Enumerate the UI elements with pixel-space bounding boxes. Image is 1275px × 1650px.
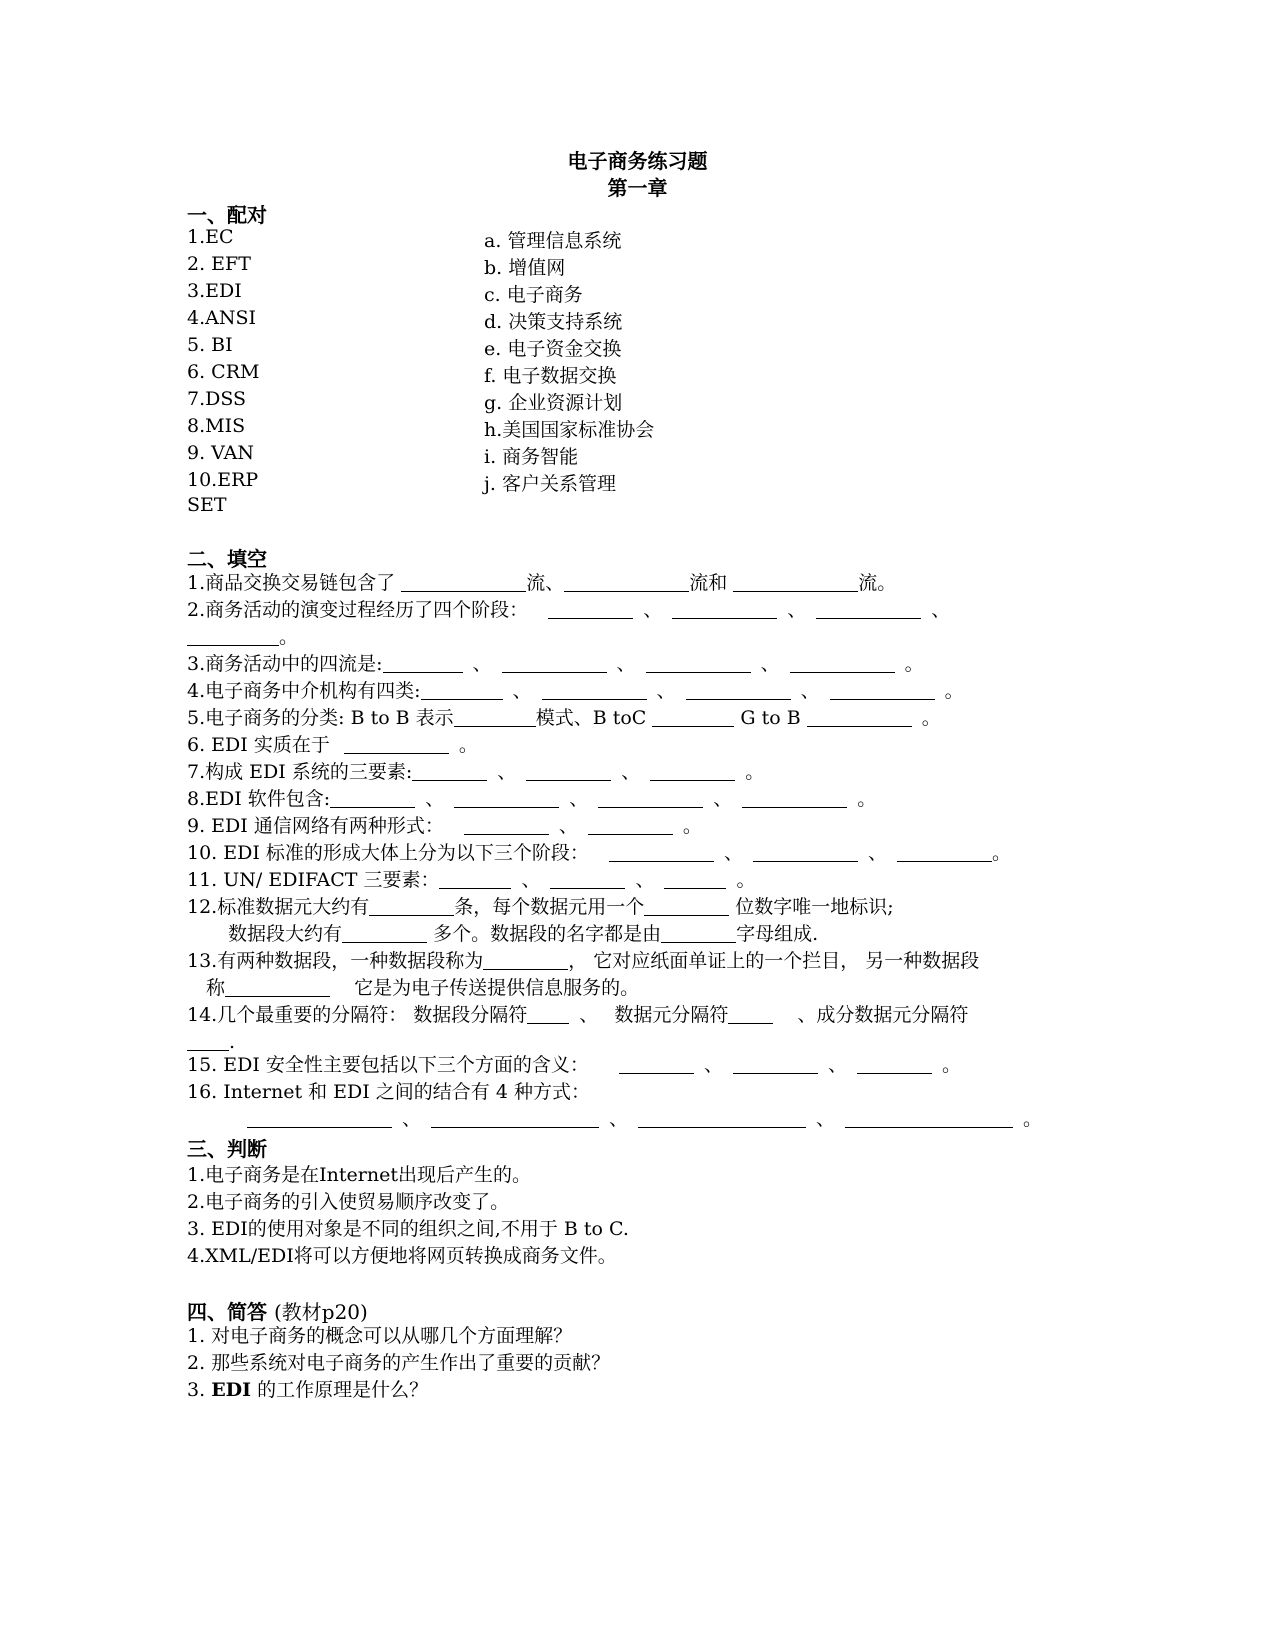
answer-blank[interactable] bbox=[733, 573, 858, 592]
section-heading-true-false: 三、判断 bbox=[187, 1137, 267, 1161]
answer-blank[interactable] bbox=[247, 1109, 392, 1128]
question-7: 7.构成 EDI 系统的三要素: 、 、 。 bbox=[187, 761, 765, 783]
answer-blank[interactable] bbox=[548, 600, 633, 619]
match-right-item: g. 企业资源计划 bbox=[484, 392, 623, 414]
short-answer-item: 3. EDI 的工作原理是什么？ bbox=[187, 1379, 429, 1401]
answer-blank[interactable] bbox=[650, 762, 735, 781]
question-3: 3.商务活动中的四流是: 、 、 、 。 bbox=[187, 653, 924, 675]
answer-blank[interactable] bbox=[483, 951, 568, 970]
question-12-cont: 数据段大约有 多个。数据段的名字都是由 字母组成. bbox=[228, 923, 819, 945]
match-right-item: a. 管理信息系统 bbox=[484, 230, 622, 252]
textbook-note: (教材p20) bbox=[273, 1300, 368, 1324]
answer-blank[interactable] bbox=[845, 1109, 1013, 1128]
question-11: 11. UN/ EDIFACT 三要素： 、 、 。 bbox=[187, 869, 756, 891]
answer-blank[interactable] bbox=[344, 735, 449, 754]
match-left-item: 4.ANSI bbox=[187, 307, 256, 329]
answer-blank[interactable] bbox=[439, 870, 511, 889]
answer-blank[interactable] bbox=[609, 843, 714, 862]
question-2: 2.商务活动的演变过程经历了四个阶段： 、 、 、 bbox=[187, 599, 951, 621]
answer-blank[interactable] bbox=[454, 708, 536, 727]
answer-blank[interactable] bbox=[598, 789, 703, 808]
question-15: 15. EDI 安全性主要包括以下三个方面的含义： 、 、 。 bbox=[187, 1054, 961, 1076]
question-6: 6. EDI 实质在于 。 bbox=[187, 734, 478, 756]
match-right-item: d. 决策支持系统 bbox=[484, 311, 623, 333]
answer-blank[interactable] bbox=[753, 843, 858, 862]
answer-blank[interactable] bbox=[564, 573, 689, 592]
answer-blank[interactable] bbox=[454, 789, 559, 808]
question-9: 9. EDI 通信网络有两种形式： 、 。 bbox=[187, 815, 702, 837]
question-4: 4.电子商务中介机构有四类: 、 、 、 。 bbox=[187, 680, 964, 702]
answer-blank[interactable] bbox=[550, 870, 625, 889]
match-left-item: 3.EDI bbox=[187, 280, 242, 302]
judge-item: 1.电子商务是在Internet出现后产生的。 bbox=[187, 1164, 531, 1186]
question-5: 5.电子商务的分类: B to B 表示 模式、B toC G to B 。 bbox=[187, 707, 941, 729]
answer-blank[interactable] bbox=[330, 789, 415, 808]
judge-item: 3. EDI的使用对象是不同的组织之间,不用于 B to C. bbox=[187, 1218, 629, 1240]
answer-blank[interactable] bbox=[502, 654, 607, 673]
answer-blank[interactable] bbox=[588, 816, 673, 835]
match-left-item: 5. BI bbox=[187, 334, 233, 356]
match-left-item: 8.MIS bbox=[187, 415, 246, 437]
answer-blank[interactable] bbox=[401, 573, 526, 592]
answer-blank[interactable] bbox=[790, 654, 895, 673]
match-left-item: 10.ERP bbox=[187, 469, 259, 491]
answer-blank[interactable] bbox=[742, 789, 847, 808]
answer-blank[interactable] bbox=[816, 600, 921, 619]
judge-item: 2.电子商务的引入使贸易顺序改变了。 bbox=[187, 1191, 510, 1213]
section-heading-matching: 一、配对 bbox=[187, 203, 267, 227]
question-14: 14.几个最重要的分隔符： 数据段分隔符 、 数据元分隔符 、成分数据元分隔符 bbox=[187, 1004, 969, 1026]
answer-blank[interactable] bbox=[897, 843, 992, 862]
question-13-cont: 称 它是为电子传送提供信息服务的。 bbox=[206, 977, 640, 999]
question-14-cont: . bbox=[187, 1029, 235, 1055]
answer-blank[interactable] bbox=[857, 1055, 932, 1074]
match-left-item: 1.EC bbox=[187, 226, 234, 248]
answer-blank[interactable] bbox=[369, 897, 454, 916]
match-right-item: f. 电子数据交换 bbox=[484, 365, 617, 387]
answer-blank[interactable] bbox=[619, 1055, 694, 1074]
section-heading-short-answer: 四、简答 (教材p20) bbox=[187, 1300, 368, 1324]
answer-blank[interactable] bbox=[830, 681, 935, 700]
section-heading-fill-blank: 二、填空 bbox=[187, 547, 267, 571]
match-left-item: 7.DSS bbox=[187, 388, 247, 410]
match-right-item: b. 增值网 bbox=[484, 257, 566, 279]
answer-blank[interactable] bbox=[187, 1032, 229, 1051]
match-right-item: j. 客户关系管理 bbox=[484, 473, 616, 495]
answer-blank[interactable] bbox=[187, 627, 279, 646]
answer-blank[interactable] bbox=[225, 978, 330, 997]
short-answer-item: 1. 对电子商务的概念可以从哪几个方面理解？ bbox=[187, 1325, 573, 1347]
question-10: 10. EDI 标准的形成大体上分为以下三个阶段： 、 、 。 bbox=[187, 842, 1011, 864]
answer-blank[interactable] bbox=[421, 681, 503, 700]
answer-blank[interactable] bbox=[644, 897, 729, 916]
answer-blank[interactable] bbox=[664, 870, 726, 889]
short-answer-item: 2. 那些系统对电子商务的产生作出了重要的贡献？ bbox=[187, 1352, 611, 1374]
answer-blank[interactable] bbox=[342, 924, 427, 943]
answer-blank[interactable] bbox=[728, 1005, 773, 1024]
question-12: 12.标准数据元大约有 条，每个数据元用一个 位数字唯一地标识; bbox=[187, 896, 894, 918]
match-left-item: 9. VAN bbox=[187, 442, 254, 464]
question-13: 13.有两种数据段，一种数据段称为 ， 它对应纸面单证上的一个拦目， 另一种数据段 bbox=[187, 950, 980, 972]
answer-blank[interactable] bbox=[527, 1005, 569, 1024]
answer-blank[interactable] bbox=[542, 681, 647, 700]
answer-blank[interactable] bbox=[412, 762, 487, 781]
match-right-item: i. 商务智能 bbox=[484, 446, 579, 468]
answer-blank[interactable] bbox=[686, 681, 791, 700]
answer-blank[interactable] bbox=[526, 762, 611, 781]
match-right-item: h.美国国家标准协会 bbox=[484, 419, 655, 441]
question-2-cont: 。 bbox=[187, 624, 298, 650]
question-16-cont: 、 、 、 。 bbox=[247, 1106, 1052, 1132]
question-8: 8.EDI 软件包含: 、 、 、 。 bbox=[187, 788, 877, 810]
answer-blank[interactable] bbox=[807, 708, 912, 727]
match-left-item: 2. EFT bbox=[187, 253, 251, 275]
answer-blank[interactable] bbox=[661, 924, 736, 943]
answer-blank[interactable] bbox=[652, 708, 734, 727]
answer-blank[interactable] bbox=[383, 654, 463, 673]
match-right-item: e. 电子资金交换 bbox=[484, 338, 622, 360]
question-16: 16. Internet 和 EDI 之间的结合有 4 种方式： bbox=[187, 1081, 590, 1103]
match-left-item: SET bbox=[187, 494, 227, 516]
answer-blank[interactable] bbox=[464, 816, 549, 835]
doc-title: 电子商务练习题 bbox=[567, 149, 708, 173]
answer-blank[interactable] bbox=[733, 1055, 818, 1074]
match-left-item: 6. CRM bbox=[187, 361, 260, 383]
match-right-item: c. 电子商务 bbox=[484, 284, 583, 306]
answer-blank[interactable] bbox=[638, 1109, 806, 1128]
answer-blank[interactable] bbox=[646, 654, 751, 673]
judge-item: 4.XML/EDI将可以方便地将网页转换成商务文件。 bbox=[187, 1245, 617, 1267]
question-1: 1.商品交换交易链包含了 流、 流和 流。 bbox=[187, 572, 897, 594]
answer-blank[interactable] bbox=[672, 600, 777, 619]
answer-blank[interactable] bbox=[431, 1109, 599, 1128]
chapter-title: 第一章 bbox=[607, 176, 668, 200]
